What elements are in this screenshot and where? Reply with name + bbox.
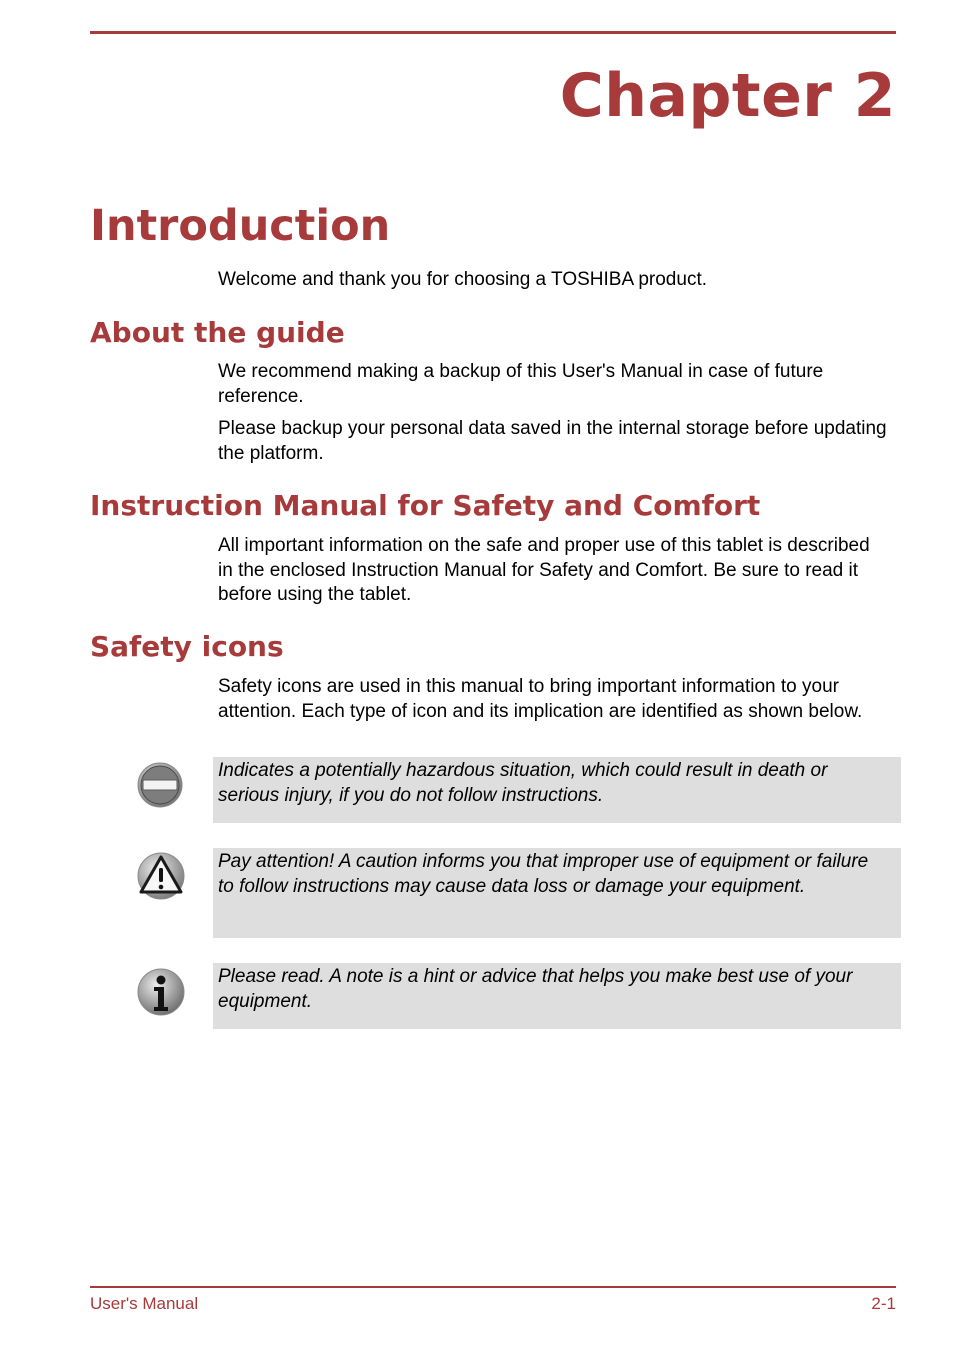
- header-rule: [90, 31, 896, 34]
- footer-rule: [90, 1286, 896, 1288]
- intro-paragraph: Welcome and thank you for choosing a TOSHIBA product.: [218, 269, 707, 290]
- section-heading-safety-icons: Safety icons: [90, 630, 284, 663]
- section-heading-instruction-manual: Instruction Manual for Safety and Comfort: [90, 489, 761, 522]
- page-title: Introduction: [90, 201, 391, 251]
- section-paragraph: We recommend making a backup of this User's Manual in case of future reference.: [218, 361, 824, 407]
- footer-manual-title: User's Manual: [90, 1294, 199, 1313]
- section-paragraph: Please backup your personal data saved in the internal storage before updating the platform.: [218, 418, 887, 464]
- section-paragraph: Safety icons are used in this manual to bring important information to your attention. Each type of icon and its implication are identified as shown below.: [218, 676, 863, 722]
- info-note: [213, 963, 901, 1029]
- info-note-text: Please read. A note is a hint or advice that helps you make best use of your equipment.: [218, 966, 853, 1012]
- caution-triangle-icon: [136, 851, 186, 901]
- section-paragraph: All important information on the safe and proper use of this tablet is described in the enclosed Instruction Manual for Safety and Comfort. Be sure to read it before using the tablet.: [218, 535, 870, 605]
- footer-page-number: 2-1: [871, 1294, 896, 1313]
- warning-note-text: Indicates a potentially hazardous situation, which could result in death or serious injury, if you do not follow instructions.: [218, 760, 828, 806]
- caution-note: [213, 848, 901, 938]
- info-note-icon: [136, 967, 186, 1017]
- chapter-label: Chapter 2: [559, 61, 896, 131]
- caution-note-text: Pay attention! A caution informs you that improper use of equipment or failure to follow instructions may cause data loss or damage your equipment.: [218, 851, 869, 897]
- warning-prohibition-icon: [136, 760, 186, 810]
- section-heading-about-the-guide: About the guide: [90, 316, 345, 349]
- warning-note: [213, 757, 901, 823]
